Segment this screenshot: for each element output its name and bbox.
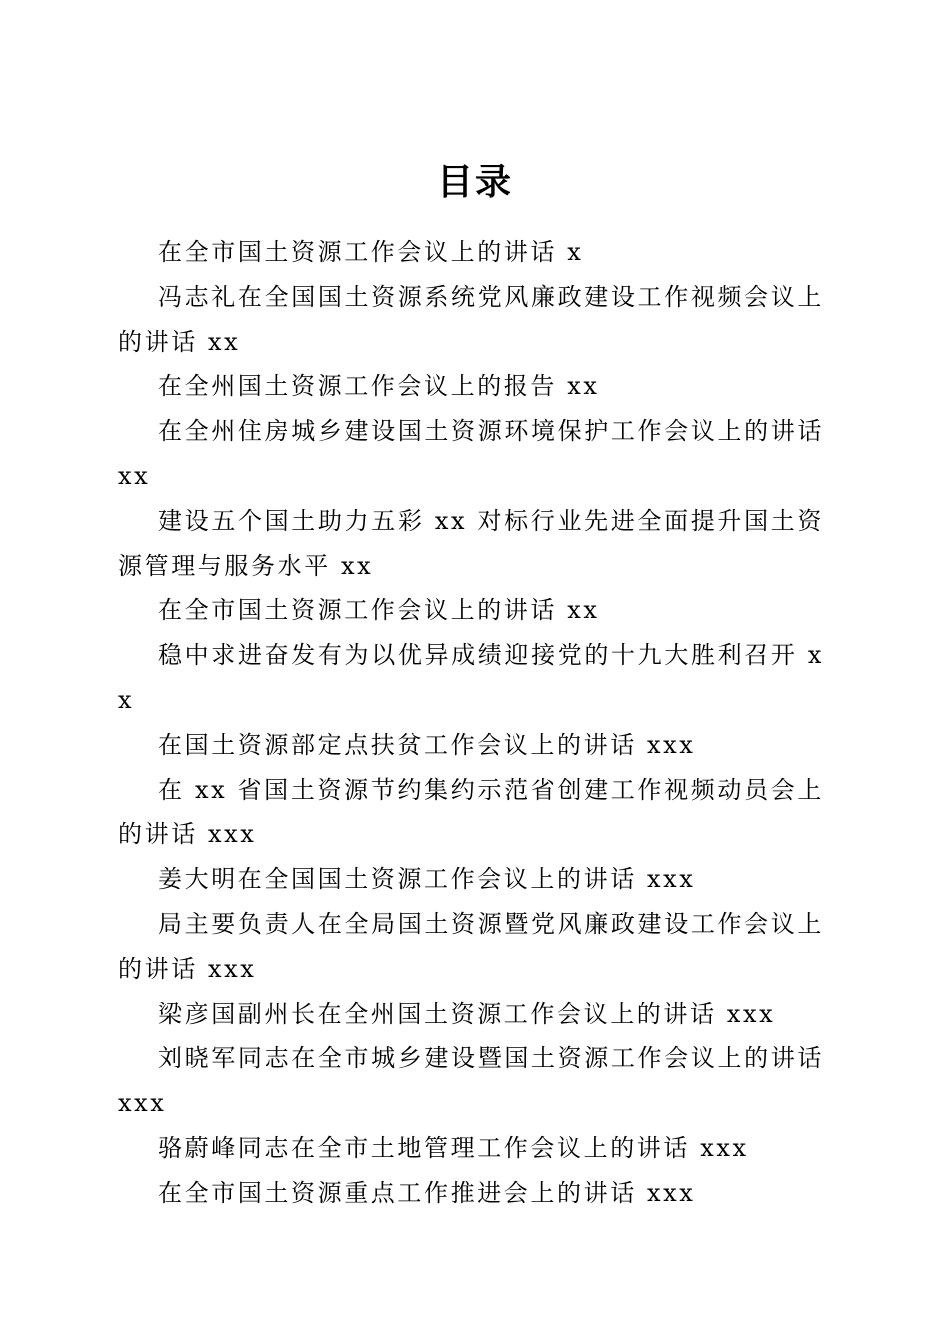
toc-entry[interactable]: 梁彦国副州长在全州国土资源工作会议上的讲话 xxx [158,999,776,1028]
toc-entry[interactable]: 骆蔚峰同志在全市土地管理工作会议上的讲话 xxx [158,1133,749,1162]
toc-entry[interactable]: 建设五个国土助力五彩 xx 对标行业先进全面提升国土资源管理与服务水平 xx [118,506,824,580]
toc-entry[interactable]: 在国土资源部定点扶贫工作会议上的讲话 xxx [158,730,696,759]
toc-entry[interactable]: 在 xx 省国土资源节约集约示范省创建工作视频动员会上的讲话 xxx [118,775,824,849]
page-title: 目录 [436,161,513,204]
toc-entry[interactable]: 刘晓军同志在全市城乡建设暨国土资源工作会议上的讲话 xxx [118,1044,824,1118]
toc-entry[interactable]: 稳中求进奋发有为以优异成绩迎接党的十九大胜利召开 xx [118,641,824,714]
toc-entry[interactable]: 在全州住房城乡建设国土资源环境保护工作会议上的讲话 xx [118,417,824,490]
toc-entry[interactable]: 在全市国土资源重点工作推进会上的讲话 xxx [158,1178,696,1207]
toc-entry[interactable]: 姜大明在全国国土资源工作会议上的讲话 xxx [158,865,696,894]
toc-entry[interactable]: 在全州国土资源工作会议上的报告 xx [158,372,600,401]
toc-list [118,230,824,1216]
toc-entry[interactable]: 在全市国土资源工作会议上的讲话 x [158,238,584,266]
toc-entry[interactable]: 冯志礼在全国国土资源系统党风廉政建设工作视频会议上的讲话 xx [118,282,824,356]
toc-entry[interactable]: 在全市国土资源工作会议上的讲话 xx [158,596,600,625]
toc-entry[interactable]: 局主要负责人在全局国土资源暨党风廉政建设工作会议上的讲话 xxx [118,909,824,983]
